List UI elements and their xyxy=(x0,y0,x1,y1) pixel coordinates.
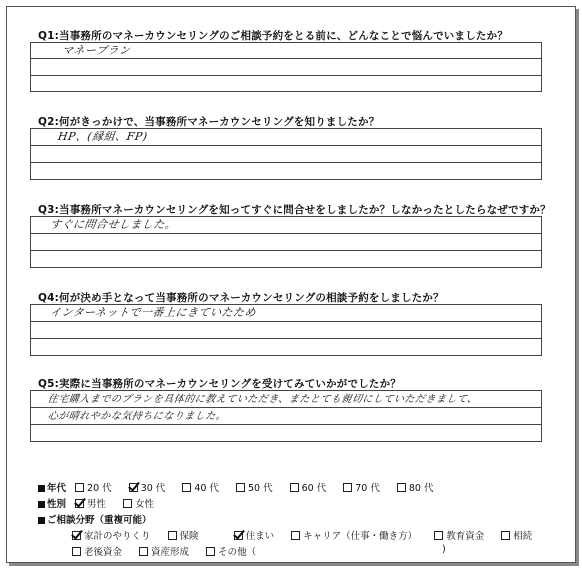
age-row xyxy=(38,480,448,494)
checkmark-icon xyxy=(129,483,138,492)
age-option-50[interactable]: 50 代 xyxy=(236,480,273,494)
age-option-60[interactable]: 60 代 xyxy=(290,480,327,494)
q4-answer: インターネットで一番上にきていたため xyxy=(49,306,257,319)
category-option-insurance[interactable]: 保険 xyxy=(168,528,199,542)
category-option-retirement[interactable]: 老後資金 xyxy=(72,544,122,558)
category-option-assets[interactable]: 資産形成 xyxy=(139,544,189,558)
q5-answer-line1: 住宅購入までのプランを具体的に教えていただき、またとても親切にしていただきまして、 xyxy=(46,394,479,405)
q3-answer: すぐに問合せしました。 xyxy=(49,218,178,231)
age-label: 年代 xyxy=(38,480,66,494)
category-option-housing[interactable]: 住まい xyxy=(234,528,275,542)
age-option-80[interactable]: 80 代 xyxy=(397,480,434,494)
gender-option-male[interactable]: 男性 xyxy=(75,496,106,510)
q1-answer: マネープラン xyxy=(61,44,132,57)
age-option-70[interactable]: 70 代 xyxy=(343,480,380,494)
category-label: ご相談分野（重複可能） xyxy=(38,512,158,526)
checkmark-icon xyxy=(75,499,84,508)
category-option-household[interactable]: 家計のやりくり xyxy=(72,528,151,542)
category-row-2 xyxy=(72,544,446,558)
checkmark-icon xyxy=(234,531,243,540)
q2-answer: HP、(縁組、FP) xyxy=(57,130,149,143)
category-option-other[interactable]: その他（ xyxy=(206,544,256,558)
q3-question: Q3:当事務所マネーカウンセリングを知ってすぐに問合せをしましたか？しなかったとしたらなぜですか？ xyxy=(38,204,551,216)
category-other-close: ) xyxy=(442,544,446,555)
category-row-1 xyxy=(72,528,546,542)
gender-label: 性別 xyxy=(38,496,66,510)
category-option-education[interactable]: 教育資金 xyxy=(434,528,484,542)
gender-option-female[interactable]: 女性 xyxy=(123,496,154,510)
q5-answer-line2: 心が晴れやかな気持ちになりました。 xyxy=(46,411,227,422)
age-option-30[interactable]: 30 代 xyxy=(129,480,166,494)
q1-question: Q1:当事務所のマネーカウンセリングのご相談予約をとる前に、どんなことで悩んでいましたか？ xyxy=(38,30,509,42)
age-option-20[interactable]: 20 代 xyxy=(75,480,112,494)
age-option-40[interactable]: 40 代 xyxy=(182,480,219,494)
category-option-inheritance[interactable]: 相続 xyxy=(501,528,532,542)
category-option-career[interactable]: キャリア（仕事・働き方） xyxy=(291,528,417,542)
q5-question: Q5:実際に当事務所のマネーカウンセリングを受けてみていかがでしたか？ xyxy=(38,378,402,390)
gender-row xyxy=(38,496,168,510)
checkmark-icon xyxy=(72,531,81,540)
q4-question: Q4:何が決め手となって当事務所のマネーカウンセリングの相談予約をしましたか？ xyxy=(38,292,444,304)
q2-question: Q2:何がきっかけで、当事務所マネーカウンセリングを知りましたか？ xyxy=(38,116,380,128)
